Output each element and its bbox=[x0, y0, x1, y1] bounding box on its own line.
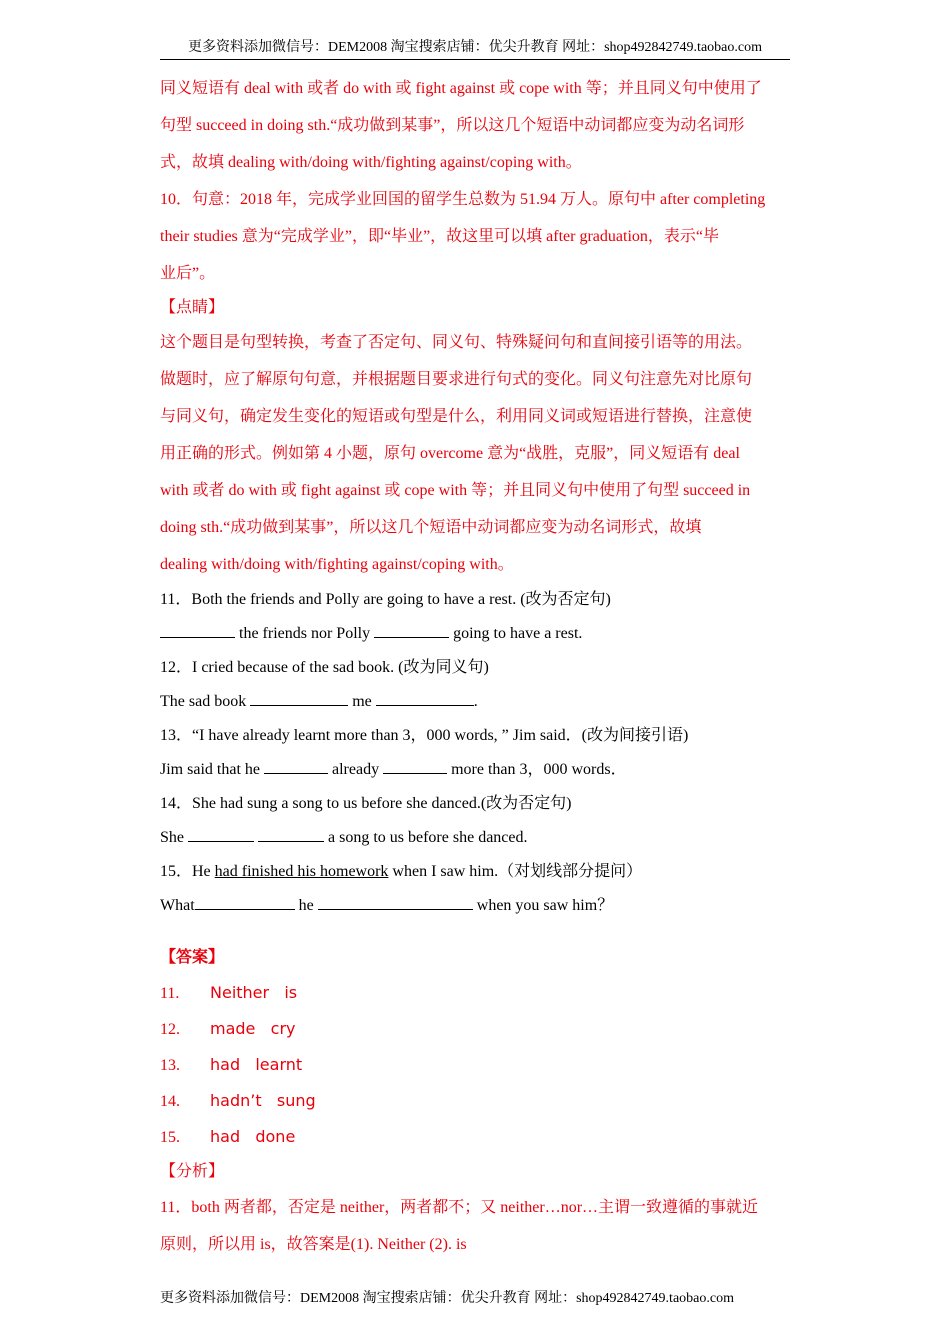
text-line: dealing with/doing with/fighting against/coping with。 bbox=[160, 556, 514, 573]
question-14-answer-line bbox=[160, 821, 790, 855]
answer-blank bbox=[264, 758, 328, 774]
document-body bbox=[160, 70, 790, 1263]
answer-number: 15. bbox=[160, 1129, 180, 1146]
question-13-answer-line bbox=[160, 753, 790, 787]
text-fragment: already bbox=[331, 761, 380, 778]
answer-blank bbox=[383, 758, 447, 774]
question-11-answer-line bbox=[160, 617, 790, 651]
text-fragment: What bbox=[160, 897, 195, 914]
text-fragment: She bbox=[160, 829, 184, 846]
text-line: their studies 意为“完成学业”，即“毕业”，故这里可以填 after graduation，表示“毕 bbox=[160, 228, 720, 245]
text-line: 同义短语有 deal with 或者 do with 或 fight against 或 cope with 等；并且同义句中使用了 bbox=[160, 80, 762, 97]
explanation-paragraph bbox=[160, 70, 790, 181]
answer-blank bbox=[160, 622, 235, 638]
text-fragment: going to have a rest. bbox=[453, 625, 583, 642]
text-fragment: a song to us before she danced. bbox=[328, 829, 528, 846]
text-line: with 或者 do with 或 fight against 或 cope with 等；并且同义句中使用了句型 succeed in bbox=[160, 482, 751, 499]
text-fragment: Jim said that he bbox=[160, 761, 260, 778]
answer-blank bbox=[250, 690, 348, 706]
question-11: 11．Both the friends and Polly are going to have a rest. (改为否定句) bbox=[160, 591, 611, 608]
text-line: 业后”。 bbox=[160, 265, 216, 282]
answer-blank bbox=[318, 894, 473, 910]
answer-blank bbox=[374, 622, 449, 638]
text-fragment: 15．He bbox=[160, 863, 215, 880]
page-footer: 更多资料添加微信号：DEM2008 淘宝搜索店铺：优尖升教育 网址：shop492842749.taobao.com bbox=[160, 1291, 734, 1306]
answer-heading: 【答案】 bbox=[160, 949, 225, 966]
text-fragment: . bbox=[473, 693, 478, 710]
text-fragment: when you saw him？ bbox=[476, 897, 614, 914]
answer-blank bbox=[376, 690, 474, 706]
text-line: 11．both 两者都，否定是 neither，两者都不；又 neither…nor…主谓一致遵循的事就近 bbox=[160, 1199, 759, 1216]
answer-number: 12. bbox=[160, 1021, 180, 1038]
answer-item bbox=[160, 1011, 790, 1047]
analysis-paragraph bbox=[160, 1189, 790, 1263]
question-list bbox=[160, 583, 790, 923]
underlined-phrase: had finished his homework bbox=[214, 863, 389, 880]
answer-number: 14. bbox=[160, 1093, 180, 1110]
answer-number: 11. bbox=[160, 985, 180, 1002]
answer-item bbox=[160, 1119, 790, 1155]
question-15-answer-line bbox=[160, 889, 790, 923]
answer-item bbox=[160, 975, 790, 1011]
answer-number: 13. bbox=[160, 1057, 180, 1074]
text-fragment: he bbox=[298, 897, 314, 914]
question-14: 14．She had sung a song to us before she danced.(改为否定句) bbox=[160, 795, 572, 812]
answer-blank bbox=[188, 826, 254, 842]
text-line: doing sth.“成功做到某事”，所以这几个短语中动词都应变为动名词形式，故填 bbox=[160, 519, 702, 536]
text-line: 与同义句，确定发生变化的短语或句型是什么，利用同义词或短语进行替换，注意使 bbox=[160, 408, 753, 425]
answer-item bbox=[160, 1047, 790, 1083]
dianjing-heading: 【点睛】 bbox=[160, 299, 225, 316]
answer-item bbox=[160, 1083, 790, 1119]
text-line: 原则，所以用 is，故答案是(1). Neither (2). is bbox=[160, 1236, 467, 1253]
text-fragment: me bbox=[352, 693, 372, 710]
text-line: 做题时，应了解原句句意，并根据题目要求进行句式的变化。同义句注意先对比原句 bbox=[160, 371, 753, 388]
text-line: 句型 succeed in doing sth.“成功做到某事”，所以这几个短语中动词都应变为动名词形 bbox=[160, 117, 745, 134]
analysis-heading: 【分析】 bbox=[160, 1163, 225, 1180]
answer-list bbox=[160, 975, 790, 1155]
answer-text: hadn’t sung bbox=[210, 1091, 316, 1110]
dianjing-paragraph bbox=[160, 324, 790, 583]
question-12: 12．I cried because of the sad book. (改为同义句) bbox=[160, 659, 489, 676]
answer-text: had learnt bbox=[210, 1055, 303, 1074]
text-fragment: The sad book bbox=[160, 693, 247, 710]
page-header: 更多资料添加微信号：DEM2008 淘宝搜索店铺：优尖升教育 网址：shop492842749.taobao.com bbox=[160, 36, 790, 60]
text-fragment: when I saw him.（对划线部分提问） bbox=[388, 863, 643, 880]
question-13: 13．“I have already learnt more than 3，000 words, ” Jim said．(改为间接引语) bbox=[160, 727, 689, 744]
text-line: 这个题目是句型转换，考查了否定句、同义句、特殊疑问句和直间接引语等的用法。 bbox=[160, 334, 753, 351]
item-10-explanation bbox=[160, 181, 790, 292]
text-fragment: the friends nor Polly bbox=[239, 625, 371, 642]
text-line: 式，故填 dealing with/doing with/fighting against/coping with。 bbox=[160, 154, 582, 171]
answer-text: made cry bbox=[210, 1019, 296, 1038]
answer-text: had done bbox=[210, 1127, 296, 1146]
answer-text: Neither is bbox=[210, 983, 298, 1002]
answer-blank bbox=[258, 826, 324, 842]
text-line: 用正确的形式。例如第 4 小题，原句 overcome 意为“战胜，克服”，同义短语有 deal bbox=[160, 445, 740, 462]
question-15 bbox=[160, 855, 790, 889]
text-fragment: more than 3，000 words． bbox=[451, 761, 627, 778]
answer-blank bbox=[195, 894, 295, 910]
text-line: 10．句意：2018 年，完成学业回国的留学生总数为 51.94 万人。原句中 after completing bbox=[160, 191, 766, 208]
question-12-answer-line bbox=[160, 685, 790, 719]
